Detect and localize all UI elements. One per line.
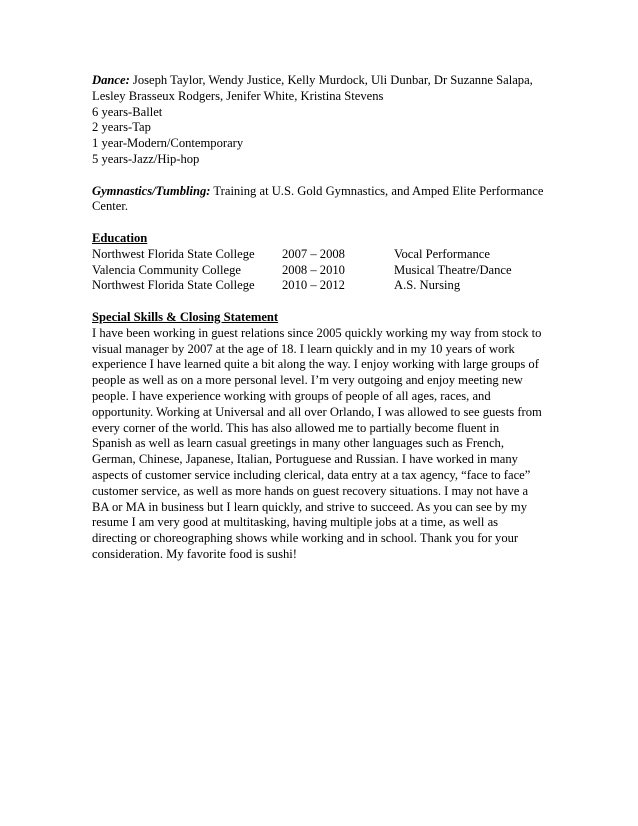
skills-line: directing or choreographing shows while working and in school. Thank you for your	[92, 531, 519, 546]
gymnastics-line-2: Center.	[92, 199, 129, 214]
skills-line: I have been working in guest relations since 2005 quickly working my way from stock to	[92, 325, 542, 340]
dance-label: Dance:	[92, 73, 130, 87]
skills-line: Spanish as well as learn casual greetings in many other languages such as French,	[92, 436, 504, 451]
gymnastics-text-1: Training at U.S. Gold Gymnastics, and Amped Elite Performance	[210, 183, 544, 198]
education-years: 2010 – 2012	[282, 278, 345, 293]
education-program: Musical Theatre/Dance	[394, 262, 512, 277]
education-row	[92, 278, 552, 294]
dance-teachers-line-2: Lesley Brasseux Rodgers, Jenifer White, Kristina Stevens	[92, 88, 384, 103]
education-school: Northwest Florida State College	[92, 278, 255, 293]
skills-line: German, Chinese, Japanese, Italian, Portuguese and Russian. I have worked in many	[92, 452, 518, 467]
gymnastics-line-1	[92, 184, 552, 200]
education-program: A.S. Nursing	[394, 278, 461, 293]
dance-teachers-line-1	[92, 73, 552, 89]
dance-teachers-text-1: Joseph Taylor, Wendy Justice, Kelly Murdock, Uli Dunbar, Dr Suzanne Salapa,	[129, 73, 533, 87]
education-row	[92, 247, 552, 263]
skills-paragraph	[92, 326, 547, 563]
skills-line: every corner of the world. This has also allowed me to partially become fluent in	[92, 420, 500, 435]
education-school: Valencia Community College	[92, 262, 241, 277]
dance-experience-modern: 1 year-Modern/Contemporary	[92, 136, 244, 151]
skills-line: people as well as on a more personal level. I’m very outgoing and enjoy meeting new	[92, 373, 523, 388]
skills-line: consideration. My favorite food is sushi!	[92, 546, 297, 561]
skills-heading: Special Skills & Closing Statement	[92, 309, 279, 324]
skills-line: customer service, as well as more hands on guest recovery situations. I may not have a	[92, 483, 529, 498]
education-row	[92, 263, 552, 279]
education-school: Northwest Florida State College	[92, 246, 255, 261]
dance-experience-ballet: 6 years-Ballet	[92, 104, 163, 119]
skills-line: people. I have experience working with groups of people of all ages, races, and	[92, 388, 491, 403]
gymnastics-label: Gymnastics/Tumbling:	[92, 183, 211, 198]
skills-line: experience I have learned quite a bit along the way. I enjoy working with large groups of	[92, 357, 539, 372]
education-years: 2007 – 2008	[282, 246, 345, 261]
spacer	[92, 168, 552, 184]
education-program: Vocal Performance	[394, 246, 490, 261]
resume-page	[92, 73, 552, 563]
dance-experience-tap: 2 years-Tap	[92, 120, 151, 135]
skills-line: resume I am very good at multitasking, having multiple jobs at a time, as well as	[92, 515, 499, 530]
skills-line: opportunity. Working at Universal and all over Orlando, I was allowed to see guests from	[92, 404, 542, 419]
education-years: 2008 – 2010	[282, 262, 345, 277]
skills-line: aspects of customer service including clerical, data entry at a tax agency, “face to face”	[92, 467, 531, 482]
spacer	[92, 294, 552, 310]
spacer	[92, 215, 552, 231]
education-heading: Education	[92, 230, 148, 245]
skills-line: BA or MA in business but I learn quickly, and strive to succeed. As you can see by my	[92, 499, 527, 514]
skills-line: visual manager by 2007 at the age of 18. I learn quickly and in my 10 years of work	[92, 341, 515, 356]
dance-experience-jazz: 5 years-Jazz/Hip-hop	[92, 151, 200, 166]
